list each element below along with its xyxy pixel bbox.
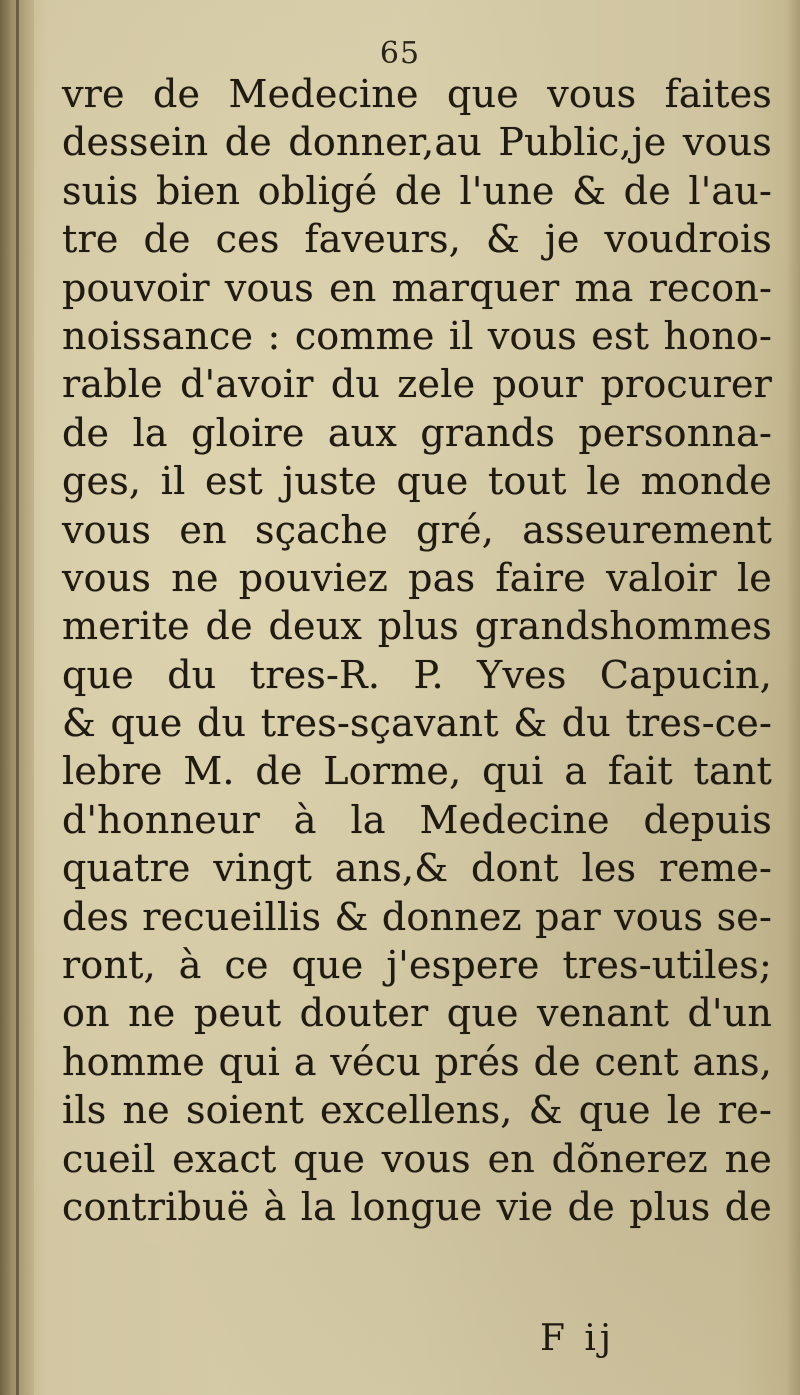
page-edge-shadow — [786, 0, 800, 1395]
text-line: suis bien obligé de l'une & de l'au- — [62, 168, 772, 213]
text-line: ges, il est juste que tout le monde — [62, 459, 772, 504]
body-text — [62, 70, 772, 1231]
text-line: tre de ces faveurs, & je voudrois — [62, 217, 772, 262]
text-line: quatre vingt ans,& dont les reme- — [62, 846, 772, 891]
text-line: cueil exact que vous en dõnerez ne — [62, 1136, 772, 1181]
text-line: vous en sçache gré, asseurement — [62, 507, 772, 552]
text-line: ils ne soient excellens, & que le re- — [62, 1088, 772, 1133]
signature-mark: F ij — [540, 1318, 616, 1359]
text-line: noissance : comme il vous est hono- — [62, 313, 772, 358]
text-line: d'honneur à la Medecine depuis — [62, 797, 772, 842]
text-line: ront, à ce que j'espere tres-utiles; — [62, 943, 772, 988]
text-line: & que du tres-sçavant & du tres-ce- — [62, 701, 772, 746]
text-line: dessein de donner,au Public,je vous — [62, 120, 772, 165]
text-line: on ne peut douter que venant d'un — [62, 991, 772, 1036]
text-line: vous ne pouviez pas faire valoir le — [62, 555, 772, 600]
text-line: contribuë à la longue vie de plus de — [62, 1184, 772, 1229]
text-line: de la gloire aux grands personna- — [62, 410, 772, 455]
text-line: des recueillis & donnez par vous se- — [62, 894, 772, 939]
text-line: homme qui a vécu prés de cent ans, — [62, 1039, 772, 1084]
text-line: rable d'avoir du zele pour procurer — [62, 362, 772, 407]
text-line: vre de Medecine que vous faites — [62, 72, 772, 116]
page-number: 65 — [379, 36, 421, 71]
text-line: lebre M. de Lorme, qui a fait tant — [62, 749, 772, 794]
text-line: que du tres-R. P. Yves Capucin, — [62, 652, 772, 697]
text-line: merite de deux plus grandshommes — [62, 604, 772, 649]
text-line: pouvoir vous en marquer ma recon- — [62, 265, 772, 310]
binding-line — [16, 0, 19, 1395]
